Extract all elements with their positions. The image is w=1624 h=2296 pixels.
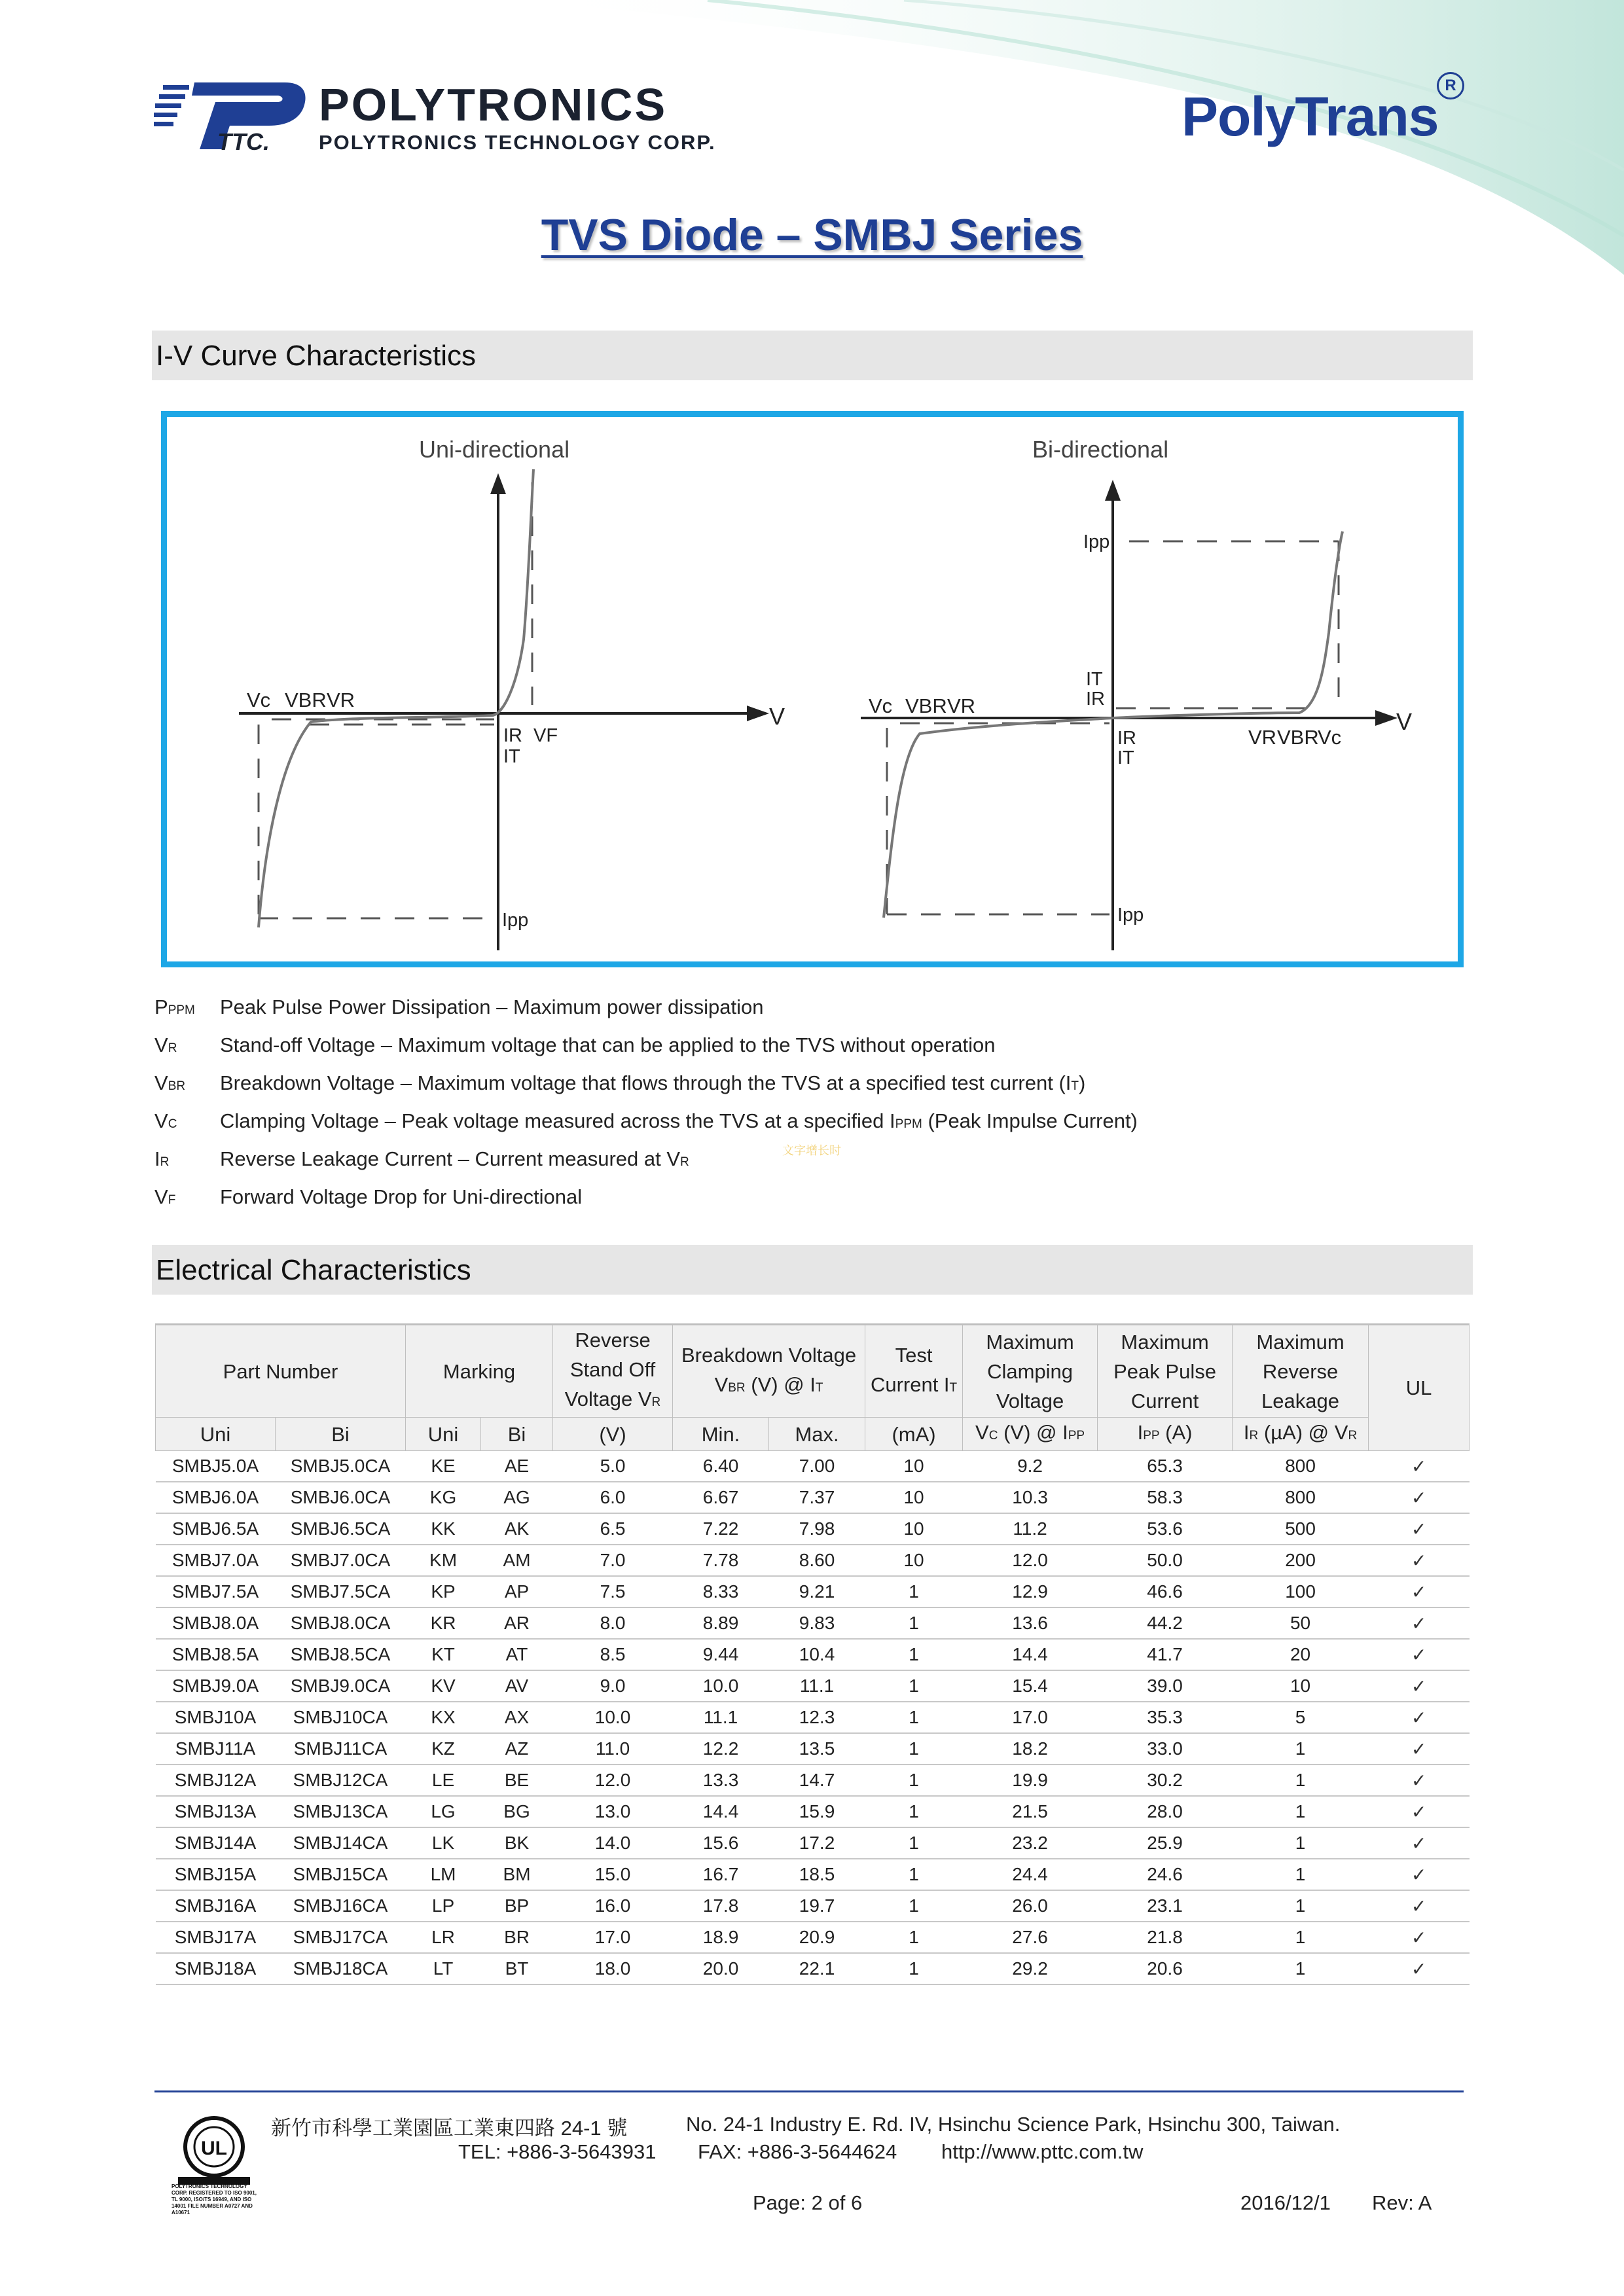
table-row: [156, 1545, 1470, 1576]
table-cell: 7.5: [553, 1576, 673, 1607]
table-cell: AR: [481, 1607, 553, 1639]
header-ir-unit: IR (µA) @ VR: [1233, 1418, 1369, 1451]
table-cell: SMBJ5.0CA: [276, 1451, 406, 1482]
table-cell: 13.6: [963, 1607, 1098, 1639]
table-cell: 30.2: [1098, 1765, 1233, 1796]
uni-x-arrow-icon: [747, 706, 769, 721]
table-cell: 15.4: [963, 1670, 1098, 1702]
header-vc-unit: VC (V) @ IPP: [963, 1418, 1098, 1451]
table-cell: 8.33: [673, 1576, 769, 1607]
table-cell: 13.3: [673, 1765, 769, 1796]
brand-name: POLYTRONICS: [319, 79, 668, 130]
table-cell: 10: [865, 1513, 963, 1545]
table-cell: 12.9: [963, 1576, 1098, 1607]
svg-text:V: V: [1396, 708, 1413, 735]
registered-mark-icon: R: [1437, 72, 1464, 99]
table-cell: BK: [481, 1827, 553, 1859]
table-cell: 23.2: [963, 1827, 1098, 1859]
footer-url[interactable]: http://www.pttc.com.tw: [941, 2140, 1144, 2163]
table-cell: 1: [1233, 1733, 1369, 1765]
table-row: [156, 1513, 1470, 1545]
table-cell: 1: [865, 1733, 963, 1765]
table-cell: AT: [481, 1639, 553, 1670]
header-ipp-unit: IPP (A): [1098, 1418, 1233, 1451]
header-ma: (mA): [865, 1418, 963, 1451]
ul-check-icon: ✓: [1369, 1733, 1470, 1765]
table-row: [156, 1796, 1470, 1827]
table-cell: 1: [1233, 1796, 1369, 1827]
svg-text:IT: IT: [1086, 669, 1103, 690]
table-cell: 22.1: [769, 1953, 865, 1984]
svg-text:IR: IR: [1086, 689, 1105, 709]
table-cell: 9.0: [553, 1670, 673, 1702]
table-cell: 26.0: [963, 1890, 1098, 1922]
table-cell: LG: [406, 1796, 481, 1827]
table-cell: SMBJ8.5A: [156, 1639, 276, 1670]
footer-date: 2016/12/1: [1240, 2191, 1331, 2214]
svg-text:IT: IT: [503, 746, 520, 767]
footer-address-zh: 新竹市科學工業園區工業東四路 24-1 號: [271, 2117, 628, 2140]
table-cell: 1: [865, 1702, 963, 1733]
table-cell: KX: [406, 1702, 481, 1733]
table-cell: 14.7: [769, 1765, 865, 1796]
table-cell: SMBJ12A: [156, 1765, 276, 1796]
header-max-reverse-leakage: Maximum Reverse Leakage: [1233, 1325, 1369, 1418]
table-cell: 18.0: [553, 1953, 673, 1984]
table-cell: 21.8: [1098, 1922, 1233, 1953]
table-cell: 15.9: [769, 1796, 865, 1827]
table-cell: 500: [1233, 1513, 1369, 1545]
brand-subtitle: POLYTRONICS TECHNOLOGY CORP.: [319, 131, 716, 154]
ul-check-icon: ✓: [1369, 1482, 1470, 1513]
svg-text:IT: IT: [1117, 747, 1134, 768]
table-cell: 10.3: [963, 1482, 1098, 1513]
table-cell: BR: [481, 1922, 553, 1953]
table-cell: 12.3: [769, 1702, 865, 1733]
table-cell: 7.37: [769, 1482, 865, 1513]
header-mark-uni: Uni: [406, 1418, 481, 1451]
table-cell: KZ: [406, 1733, 481, 1765]
table-cell: 10.0: [673, 1670, 769, 1702]
table-cell: 41.7: [1098, 1639, 1233, 1670]
table-cell: 35.3: [1098, 1702, 1233, 1733]
electrical-section-title: Electrical Characteristics: [156, 1254, 471, 1286]
table-cell: 24.4: [963, 1859, 1098, 1890]
table-cell: SMBJ8.0A: [156, 1607, 276, 1639]
table-cell: 46.6: [1098, 1576, 1233, 1607]
footer-page-number: Page: 2 of 6: [753, 2191, 863, 2214]
table-cell: AV: [481, 1670, 553, 1702]
table-cell: AX: [481, 1702, 553, 1733]
ul-check-icon: ✓: [1369, 1765, 1470, 1796]
table-cell: SMBJ14CA: [276, 1827, 406, 1859]
ul-check-icon: ✓: [1369, 1702, 1470, 1733]
header-min: Min.: [673, 1418, 769, 1451]
table-cell: SMBJ7.0CA: [276, 1545, 406, 1576]
table-cell: BG: [481, 1796, 553, 1827]
table-cell: 29.2: [963, 1953, 1098, 1984]
table-header-bottom: [156, 1418, 1470, 1451]
table-row: [156, 1607, 1470, 1639]
table-cell: 10.4: [769, 1639, 865, 1670]
table-cell: 1: [1233, 1859, 1369, 1890]
table-cell: 27.6: [963, 1922, 1098, 1953]
table-cell: 1: [865, 1576, 963, 1607]
svg-text:VBR: VBR: [905, 694, 947, 717]
ul-check-icon: ✓: [1369, 1796, 1470, 1827]
table-cell: SMBJ10CA: [276, 1702, 406, 1733]
table-header-top: [156, 1325, 1470, 1418]
table-cell: 24.6: [1098, 1859, 1233, 1890]
table-row: [156, 1639, 1470, 1670]
table-cell: 8.5: [553, 1639, 673, 1670]
svg-text:IR: IR: [503, 725, 522, 746]
table-cell: 1: [865, 1890, 963, 1922]
ul-registration-note: POLYTRONICS TECHNOLOGY CORP. REGISTERED TO ISO 9001, TL 9000, ISO/TS 16949, AND ISO 14001 FILE NUMBER A0727 AND A10671: [171, 2183, 257, 2215]
table-cell: 17.2: [769, 1827, 865, 1859]
table-cell: 7.78: [673, 1545, 769, 1576]
header-marking: Marking: [406, 1325, 553, 1418]
table-cell: 44.2: [1098, 1607, 1233, 1639]
header-max: Max.: [769, 1418, 865, 1451]
header-breakdown: Breakdown Voltage VBR (V) @ IT: [673, 1325, 865, 1418]
table-row: [156, 1890, 1470, 1922]
table-cell: 65.3: [1098, 1451, 1233, 1482]
table-cell: SMBJ10A: [156, 1702, 276, 1733]
table-cell: LE: [406, 1765, 481, 1796]
table-cell: 6.5: [553, 1513, 673, 1545]
table-cell: 1: [865, 1765, 963, 1796]
table-cell: KP: [406, 1576, 481, 1607]
table-cell: 1: [865, 1796, 963, 1827]
table-cell: SMBJ7.5CA: [276, 1576, 406, 1607]
table-cell: SMBJ6.5CA: [276, 1513, 406, 1545]
table-cell: 200: [1233, 1545, 1369, 1576]
table-cell: 28.0: [1098, 1796, 1233, 1827]
table-cell: SMBJ16A: [156, 1890, 276, 1922]
table-cell: BM: [481, 1859, 553, 1890]
table-cell: 5: [1233, 1702, 1369, 1733]
table-cell: 1: [1233, 1953, 1369, 1984]
table-cell: 1: [865, 1607, 963, 1639]
ul-check-icon: ✓: [1369, 1859, 1470, 1890]
table-cell: 18.9: [673, 1922, 769, 1953]
electrical-section-header: [152, 1245, 1473, 1295]
ul-check-icon: ✓: [1369, 1639, 1470, 1670]
svg-text:VR: VR: [1248, 726, 1277, 749]
table-cell: LM: [406, 1859, 481, 1890]
table-cell: 10: [865, 1545, 963, 1576]
table-cell: SMBJ18A: [156, 1953, 276, 1984]
table-cell: SMBJ16CA: [276, 1890, 406, 1922]
table-cell: SMBJ17CA: [276, 1922, 406, 1953]
table-row: [156, 1859, 1470, 1890]
table-cell: 15.0: [553, 1859, 673, 1890]
ul-check-icon: ✓: [1369, 1607, 1470, 1639]
iv-section-title: I-V Curve Characteristics: [156, 340, 477, 372]
svg-text:VF: VF: [533, 725, 558, 746]
table-cell: BE: [481, 1765, 553, 1796]
table-cell: SMBJ11A: [156, 1733, 276, 1765]
table-cell: 12.0: [963, 1545, 1098, 1576]
page-title: TVS Diode – SMBJ Series: [541, 210, 1083, 260]
table-row: [156, 1922, 1470, 1953]
table-cell: 800: [1233, 1482, 1369, 1513]
uni-title: Uni-directional: [419, 436, 570, 463]
table-cell: 14.4: [673, 1796, 769, 1827]
table-cell: 1: [865, 1922, 963, 1953]
table-cell: 11.1: [673, 1702, 769, 1733]
table-cell: 12.0: [553, 1765, 673, 1796]
header-bi: Bi: [276, 1418, 406, 1451]
table-cell: SMBJ14A: [156, 1827, 276, 1859]
table-cell: 17.8: [673, 1890, 769, 1922]
table-cell: SMBJ9.0A: [156, 1670, 276, 1702]
iv-curve-figure: [161, 411, 1464, 967]
header-uni: Uni: [156, 1418, 276, 1451]
iv-section-header: [152, 331, 1473, 380]
table-cell: 58.3: [1098, 1482, 1233, 1513]
table-cell: SMBJ13A: [156, 1796, 276, 1827]
table-cell: SMBJ8.0CA: [276, 1607, 406, 1639]
table-cell: LP: [406, 1890, 481, 1922]
table-cell: 5.0: [553, 1451, 673, 1482]
svg-text:Vc: Vc: [247, 689, 271, 711]
ul-check-icon: ✓: [1369, 1576, 1470, 1607]
footer-divider: [154, 2090, 1464, 2092]
header-ul: UL: [1369, 1325, 1470, 1451]
table-cell: AZ: [481, 1733, 553, 1765]
ul-check-icon: ✓: [1369, 1953, 1470, 1984]
header-max-clamping: Maximum Clamping Voltage: [963, 1325, 1098, 1418]
table-cell: SMBJ15CA: [276, 1859, 406, 1890]
table-cell: 20.0: [673, 1953, 769, 1984]
table-cell: 9.44: [673, 1639, 769, 1670]
table-cell: 19.7: [769, 1890, 865, 1922]
brand-mark-text: TTC.: [217, 128, 270, 155]
table-cell: 25.9: [1098, 1827, 1233, 1859]
table-cell: KM: [406, 1545, 481, 1576]
table-cell: BT: [481, 1953, 553, 1984]
table-cell: KE: [406, 1451, 481, 1482]
table-cell: SMBJ7.0A: [156, 1545, 276, 1576]
table-cell: 6.40: [673, 1451, 769, 1482]
ul-check-icon: ✓: [1369, 1513, 1470, 1545]
table-cell: 800: [1233, 1451, 1369, 1482]
table-cell: SMBJ8.5CA: [276, 1639, 406, 1670]
table-cell: 11.0: [553, 1733, 673, 1765]
table-cell: 1: [865, 1953, 963, 1984]
table-cell: AK: [481, 1513, 553, 1545]
table-cell: 7.00: [769, 1451, 865, 1482]
polytrans-logo: PolyTrans: [1182, 86, 1439, 147]
table-row: [156, 1670, 1470, 1702]
table-row: [156, 1576, 1470, 1607]
table-cell: SMBJ6.5A: [156, 1513, 276, 1545]
table-cell: AM: [481, 1545, 553, 1576]
table-cell: 20.6: [1098, 1953, 1233, 1984]
svg-text:V: V: [769, 703, 785, 730]
table-cell: 13.0: [553, 1796, 673, 1827]
table-cell: 53.6: [1098, 1513, 1233, 1545]
table-cell: SMBJ12CA: [276, 1765, 406, 1796]
table-cell: SMBJ9.0CA: [276, 1670, 406, 1702]
table-cell: 10.0: [553, 1702, 673, 1733]
table-row: [156, 1953, 1470, 1984]
table-cell: KG: [406, 1482, 481, 1513]
table-cell: AP: [481, 1576, 553, 1607]
table-cell: SMBJ17A: [156, 1922, 276, 1953]
table-cell: 21.5: [963, 1796, 1098, 1827]
table-cell: BP: [481, 1890, 553, 1922]
table-cell: 16.7: [673, 1859, 769, 1890]
svg-text:VR: VR: [947, 694, 976, 717]
svg-text:VBR: VBR: [1277, 726, 1319, 749]
table-cell: SMBJ18CA: [276, 1953, 406, 1984]
table-cell: 8.60: [769, 1545, 865, 1576]
table-cell: 33.0: [1098, 1733, 1233, 1765]
table-cell: 1: [1233, 1765, 1369, 1796]
table-cell: SMBJ13CA: [276, 1796, 406, 1827]
svg-text:VBR: VBR: [285, 689, 327, 711]
table-cell: 7.22: [673, 1513, 769, 1545]
ul-check-icon: ✓: [1369, 1545, 1470, 1576]
table-row: [156, 1702, 1470, 1733]
svg-text:Ipp: Ipp: [1117, 905, 1144, 925]
table-cell: 18.5: [769, 1859, 865, 1890]
table-row: [156, 1765, 1470, 1796]
table-cell: KR: [406, 1607, 481, 1639]
table-cell: AE: [481, 1451, 553, 1482]
svg-text:VR: VR: [327, 689, 355, 711]
table-cell: 1: [865, 1827, 963, 1859]
header-reverse-standoff: Reverse Stand Off Voltage VR: [553, 1325, 673, 1418]
table-cell: SMBJ7.5A: [156, 1576, 276, 1607]
table-cell: 1: [865, 1670, 963, 1702]
table-cell: 12.2: [673, 1733, 769, 1765]
table-cell: 10: [1233, 1670, 1369, 1702]
table-cell: LR: [406, 1922, 481, 1953]
table-cell: 9.21: [769, 1576, 865, 1607]
table-cell: AG: [481, 1482, 553, 1513]
table-cell: 20: [1233, 1639, 1369, 1670]
ul-check-icon: ✓: [1369, 1670, 1470, 1702]
ul-check-icon: ✓: [1369, 1451, 1470, 1482]
svg-text:Vc: Vc: [1318, 726, 1342, 749]
table-cell: SMBJ6.0A: [156, 1482, 276, 1513]
table-cell: 1: [1233, 1922, 1369, 1953]
footer-tel: TEL: +886-3-5643931: [458, 2140, 657, 2163]
table-cell: 15.6: [673, 1827, 769, 1859]
svg-text:UL: UL: [201, 2138, 227, 2159]
table-cell: 8.0: [553, 1607, 673, 1639]
svg-text:Ipp: Ipp: [502, 910, 529, 931]
table-cell: 50: [1233, 1607, 1369, 1639]
table-cell: 13.5: [769, 1733, 865, 1765]
footer-fax: FAX: +886-3-5644624: [698, 2140, 897, 2163]
faint-watermark-text: 文字增长时: [782, 1144, 841, 1157]
ul-check-icon: ✓: [1369, 1890, 1470, 1922]
table-cell: 1: [865, 1859, 963, 1890]
ul-check-icon: ✓: [1369, 1827, 1470, 1859]
table-cell: 6.67: [673, 1482, 769, 1513]
table-cell: 50.0: [1098, 1545, 1233, 1576]
table-cell: SMBJ15A: [156, 1859, 276, 1890]
iv-curve-diagram: [167, 417, 1458, 961]
table-cell: 10: [865, 1451, 963, 1482]
table-cell: 14.4: [963, 1639, 1098, 1670]
table-cell: 19.9: [963, 1765, 1098, 1796]
table-cell: 23.1: [1098, 1890, 1233, 1922]
table-row: [156, 1733, 1470, 1765]
footer-revision: Rev: A: [1372, 2191, 1432, 2214]
table-cell: 1: [1233, 1827, 1369, 1859]
svg-text:Ipp: Ipp: [1083, 531, 1110, 552]
table-row: [156, 1451, 1470, 1482]
table-cell: 6.0: [553, 1482, 673, 1513]
table-cell: 20.9: [769, 1922, 865, 1953]
electrical-characteristics-table: [155, 1323, 1470, 1985]
table-row: [156, 1827, 1470, 1859]
bi-y-arrow-icon: [1105, 480, 1121, 501]
header-test-current: Test Current IT: [865, 1325, 963, 1418]
table-cell: 18.2: [963, 1733, 1098, 1765]
table-cell: LT: [406, 1953, 481, 1984]
table-cell: 17.0: [553, 1922, 673, 1953]
table-cell: 10: [865, 1482, 963, 1513]
bi-title: Bi-directional: [1032, 436, 1169, 463]
table-cell: 9.2: [963, 1451, 1098, 1482]
table-cell: 39.0: [1098, 1670, 1233, 1702]
table-cell: 16.0: [553, 1890, 673, 1922]
header-max-peak-pulse: Maximum Peak Pulse Current: [1098, 1325, 1233, 1418]
table-cell: SMBJ11CA: [276, 1733, 406, 1765]
table-cell: 7.98: [769, 1513, 865, 1545]
table-cell: 14.0: [553, 1827, 673, 1859]
table-row: [156, 1482, 1470, 1513]
table-cell: 11.2: [963, 1513, 1098, 1545]
table-cell: 8.89: [673, 1607, 769, 1639]
table-cell: LK: [406, 1827, 481, 1859]
header-part-number: Part Number: [156, 1325, 406, 1418]
table-cell: 9.83: [769, 1607, 865, 1639]
header-mark-bi: Bi: [481, 1418, 553, 1451]
table-cell: 7.0: [553, 1545, 673, 1576]
svg-text:Vc: Vc: [869, 694, 893, 717]
uni-y-arrow-icon: [490, 473, 506, 494]
footer-address-en: No. 24-1 Industry E. Rd. IV, Hsinchu Science Park, Hsinchu 300, Taiwan.: [686, 2113, 1341, 2136]
table-cell: 17.0: [963, 1702, 1098, 1733]
ul-check-icon: ✓: [1369, 1922, 1470, 1953]
header-volts: (V): [553, 1418, 673, 1451]
table-cell: 1: [865, 1639, 963, 1670]
table-cell: KK: [406, 1513, 481, 1545]
svg-text:IR: IR: [1117, 728, 1136, 749]
table-cell: KT: [406, 1639, 481, 1670]
bi-x-arrow-icon: [1375, 710, 1398, 726]
table-cell: 11.1: [769, 1670, 865, 1702]
table-cell: 100: [1233, 1576, 1369, 1607]
table-cell: SMBJ6.0CA: [276, 1482, 406, 1513]
table-cell: KV: [406, 1670, 481, 1702]
table-cell: 1: [1233, 1890, 1369, 1922]
table-cell: SMBJ5.0A: [156, 1451, 276, 1482]
